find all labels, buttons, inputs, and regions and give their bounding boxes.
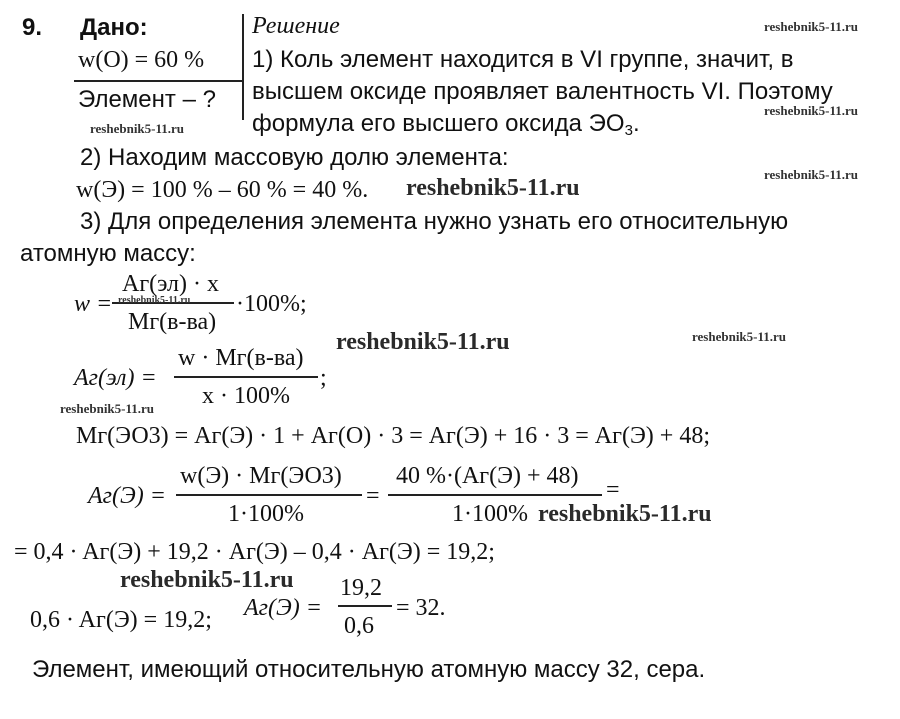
formula-w-lhs: w = — [74, 291, 113, 317]
find-text: Элемент – ? — [78, 86, 216, 113]
formula-ar-denominator: x · 100% — [202, 383, 290, 409]
step1-subscript: 3 — [624, 122, 633, 139]
final-right-lhs: Aг(Э) = — [244, 595, 322, 621]
step1-line2: высшем оксиде проявляет валентность VI. Поэтому — [252, 78, 833, 105]
final-left: 0,6 · Aг(Э) = 19,2; — [30, 607, 212, 633]
formula-ar2-denominator2: 1·100% — [452, 501, 528, 527]
watermark: reshebnik5-11.ru — [118, 295, 191, 306]
watermark: reshebnik5-11.ru — [764, 19, 859, 34]
step2-formula: w(Э) = 100 % – 60 % = 40 %. — [76, 177, 369, 203]
given-divider — [74, 80, 242, 82]
formula-ar-numerator: w · Mг(в-ва) — [178, 345, 304, 371]
watermark: reshebnik5-11.ru — [336, 329, 510, 355]
given-value: w(O) = 60 % — [78, 47, 205, 73]
formula-ar2-numerator1: w(Э) · Mг(ЭО3) — [180, 463, 342, 489]
step3-line1: 3) Для определения элемента нужно узнать его относительную — [80, 208, 789, 235]
formula-mr-line: Mг(ЭО3) = Aг(Э) · 1 + Aг(О) · 3 = Aг(Э) + 16 · 3 = Aг(Э) + 48; — [76, 423, 710, 449]
problem-number: 9. — [22, 14, 43, 41]
watermark: reshebnik5-11.ru — [692, 329, 787, 344]
formula-w-denominator: Mг(в-ва) — [128, 309, 217, 335]
watermark: reshebnik5-11.ru — [60, 401, 155, 416]
formula-ar2-denominator1: 1·100% — [228, 501, 304, 527]
answer-text: Элемент, имеющий относительную атомную массу 32, сера. — [32, 656, 706, 683]
formula-ar2-equals: = — [366, 483, 380, 509]
formula-ar2-lhs: Aг(Э) = — [88, 483, 166, 509]
equation-line: = 0,4 · Aг(Э) + 19,2 · Aг(Э) – 0,4 · Aг(Э) = 19,2; — [14, 539, 495, 565]
final-fraction-bar — [338, 605, 392, 607]
step2-text: 2) Находим массовую долю элемента: — [80, 144, 509, 171]
watermark: reshebnik5-11.ru — [406, 175, 580, 201]
step1-line3 — [252, 112, 640, 138]
step1-line3-end: . — [632, 110, 640, 137]
step3-line2: атомную массу: — [20, 240, 196, 267]
formula-ar2-tail: = — [606, 477, 620, 503]
formula-ar-fraction-bar — [174, 376, 318, 378]
final-right-numerator: 19,2 — [340, 575, 382, 601]
given-title: Дано: — [80, 14, 148, 41]
watermark: reshebnik5-11.ru — [538, 501, 712, 527]
solution-title: Решение — [252, 13, 340, 39]
formula-ar2-fraction-bar1 — [176, 494, 362, 496]
formula-w-numerator: Aг(эл) · x — [122, 271, 219, 297]
watermark: reshebnik5-11.ru — [764, 103, 859, 118]
formula-ar-tail: ; — [320, 365, 327, 391]
given-vertical-line — [242, 14, 244, 120]
final-right-denominator: 0,6 — [344, 613, 374, 639]
formula-w-tail: ·100%; — [236, 291, 307, 317]
watermark: reshebnik5-11.ru — [120, 567, 294, 593]
formula-ar-lhs: Aг(эл) = — [74, 365, 157, 391]
step1-line1: 1) Коль элемент находится в VI группе, значит, в — [252, 46, 794, 73]
watermark: reshebnik5-11.ru — [764, 167, 859, 182]
final-right-tail: = 32. — [396, 595, 446, 621]
formula-ar2-fraction-bar2 — [388, 494, 602, 496]
watermark: reshebnik5-11.ru — [90, 121, 185, 136]
formula-ar2-numerator2: 40 %·(Aг(Э) + 48) — [396, 463, 579, 489]
step1-line3-text: формула его высшего оксида ЭО — [252, 110, 625, 137]
